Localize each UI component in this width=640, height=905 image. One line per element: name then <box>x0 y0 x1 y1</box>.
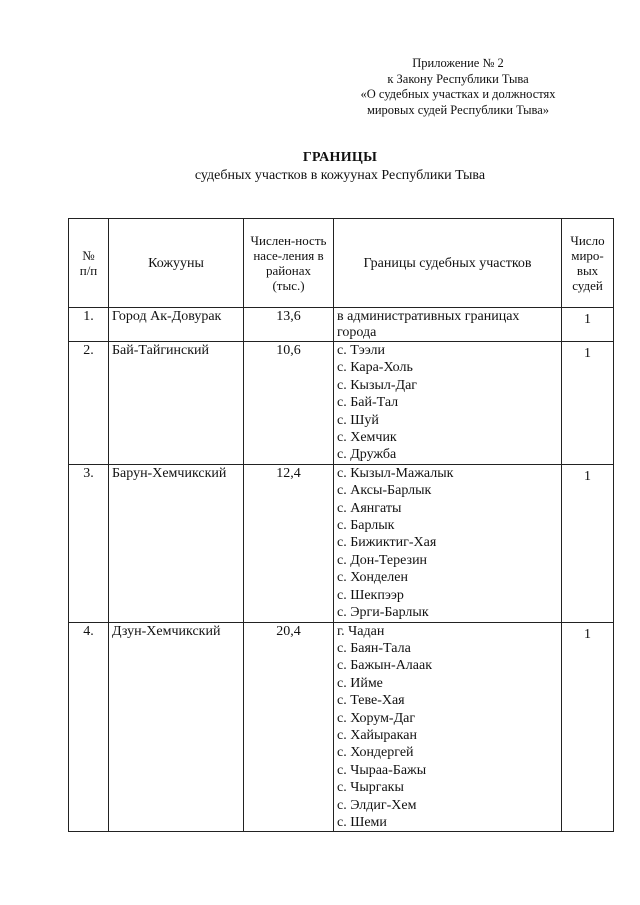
bounds-item: с. Шеми <box>337 814 387 830</box>
bounds-item: с. Кызыл-Даг <box>337 377 418 393</box>
bounds-cell <box>334 342 562 465</box>
appendix-note <box>328 56 588 118</box>
judges-count: 1 <box>562 308 614 342</box>
bounds-item: с. Шуй <box>337 412 379 428</box>
document-title: ГРАНИЦЫ <box>302 150 378 165</box>
bounds-cell <box>334 622 562 832</box>
table-row <box>69 622 614 832</box>
table-row <box>69 308 614 342</box>
bounds-item: с. Кара-Холь <box>337 360 413 376</box>
bounds-item: с. Дон-Терезин <box>337 552 428 568</box>
district-name: Город Ак-Довурак <box>109 308 244 342</box>
bounds-item: с. Бажын-Алаак <box>337 658 433 674</box>
bounds-item: с. Ийме <box>337 675 383 691</box>
appendix-line: мировых судей Республики Тыва» <box>366 102 550 117</box>
judges-count: 1 <box>562 622 614 832</box>
bounds-item: с. Тээли <box>337 343 386 358</box>
appendix-line: к Закону Республики Тыва <box>387 71 529 86</box>
header-population-label: Числен-ность насе-ления в районах (тыс.) <box>250 233 327 293</box>
header-district-label: Кожууны <box>148 255 204 271</box>
appendix-line: Приложение № 2 <box>412 56 504 70</box>
header-bounds <box>334 219 562 308</box>
table-header-row <box>69 219 614 308</box>
population-value: 20,4 <box>244 622 334 832</box>
table-row <box>69 464 614 622</box>
bounds-item: с. Эрги-Барлык <box>337 605 429 621</box>
district-name: Бай-Тайгинский <box>109 342 244 465</box>
bounds-cell <box>334 308 562 342</box>
header-judges-label: Число миро-вых судей <box>570 233 605 293</box>
population-value: 10,6 <box>244 342 334 465</box>
judges-count: 1 <box>562 342 614 465</box>
district-name: Барун-Хемчикский <box>109 464 244 622</box>
header-num <box>69 219 109 308</box>
bounds-item: с. Чыргакы <box>337 780 404 796</box>
bounds-item: с. Теве-Хая <box>337 693 405 709</box>
document-subtitle: судебных участков в кожуунах Республики Тыва <box>194 168 486 183</box>
row-number: 3. <box>69 464 109 622</box>
district-name: Дзун-Хемчикский <box>109 622 244 832</box>
bounds-item: г. Чадан <box>337 623 385 639</box>
population-value: 13,6 <box>244 308 334 342</box>
row-number: 4. <box>69 622 109 832</box>
bounds-item: с. Хондергей <box>337 745 414 761</box>
bounds-cell <box>334 464 562 622</box>
bounds-item: с. Хонделен <box>337 570 408 586</box>
table-row <box>69 342 614 465</box>
population-value: 12,4 <box>244 464 334 622</box>
bounds-item: с. Чыраа-Бажы <box>337 762 427 778</box>
bounds-item: с. Аксы-Барлык <box>337 483 432 499</box>
bounds-item: с. Хорум-Даг <box>337 710 416 726</box>
bounds-item: с. Шекпээр <box>337 587 404 603</box>
table-body <box>69 308 614 832</box>
header-judges <box>562 219 614 308</box>
judges-count: 1 <box>562 464 614 622</box>
bounds-item: с. Барлык <box>337 518 395 534</box>
appendix-line: «О судебных участках и должностях <box>360 87 556 101</box>
header-district <box>109 219 244 308</box>
row-number: 2. <box>69 342 109 465</box>
bounds-item: с. Баян-Тала <box>337 640 411 656</box>
header-num-label: № п/п <box>79 248 98 278</box>
bounds-item: с. Хайыракан <box>337 727 417 743</box>
bounds-item: с. Аянгаты <box>337 500 402 516</box>
court-districts-table <box>68 218 614 832</box>
header-bounds-label: Границы судебных участков <box>363 255 532 271</box>
row-number: 1. <box>69 308 109 342</box>
bounds-item: с. Кызыл-Мажалык <box>337 465 454 481</box>
bounds-item: с. Элдиг-Хем <box>337 797 417 813</box>
bounds-item: с. Дружба <box>337 447 397 463</box>
bounds-item: в административных границах города <box>337 309 520 340</box>
bounds-item: с. Бижиктиг-Хая <box>337 535 437 551</box>
header-population <box>244 219 334 308</box>
bounds-item: с. Бай-Тал <box>337 395 399 411</box>
bounds-item: с. Хемчик <box>337 430 397 446</box>
